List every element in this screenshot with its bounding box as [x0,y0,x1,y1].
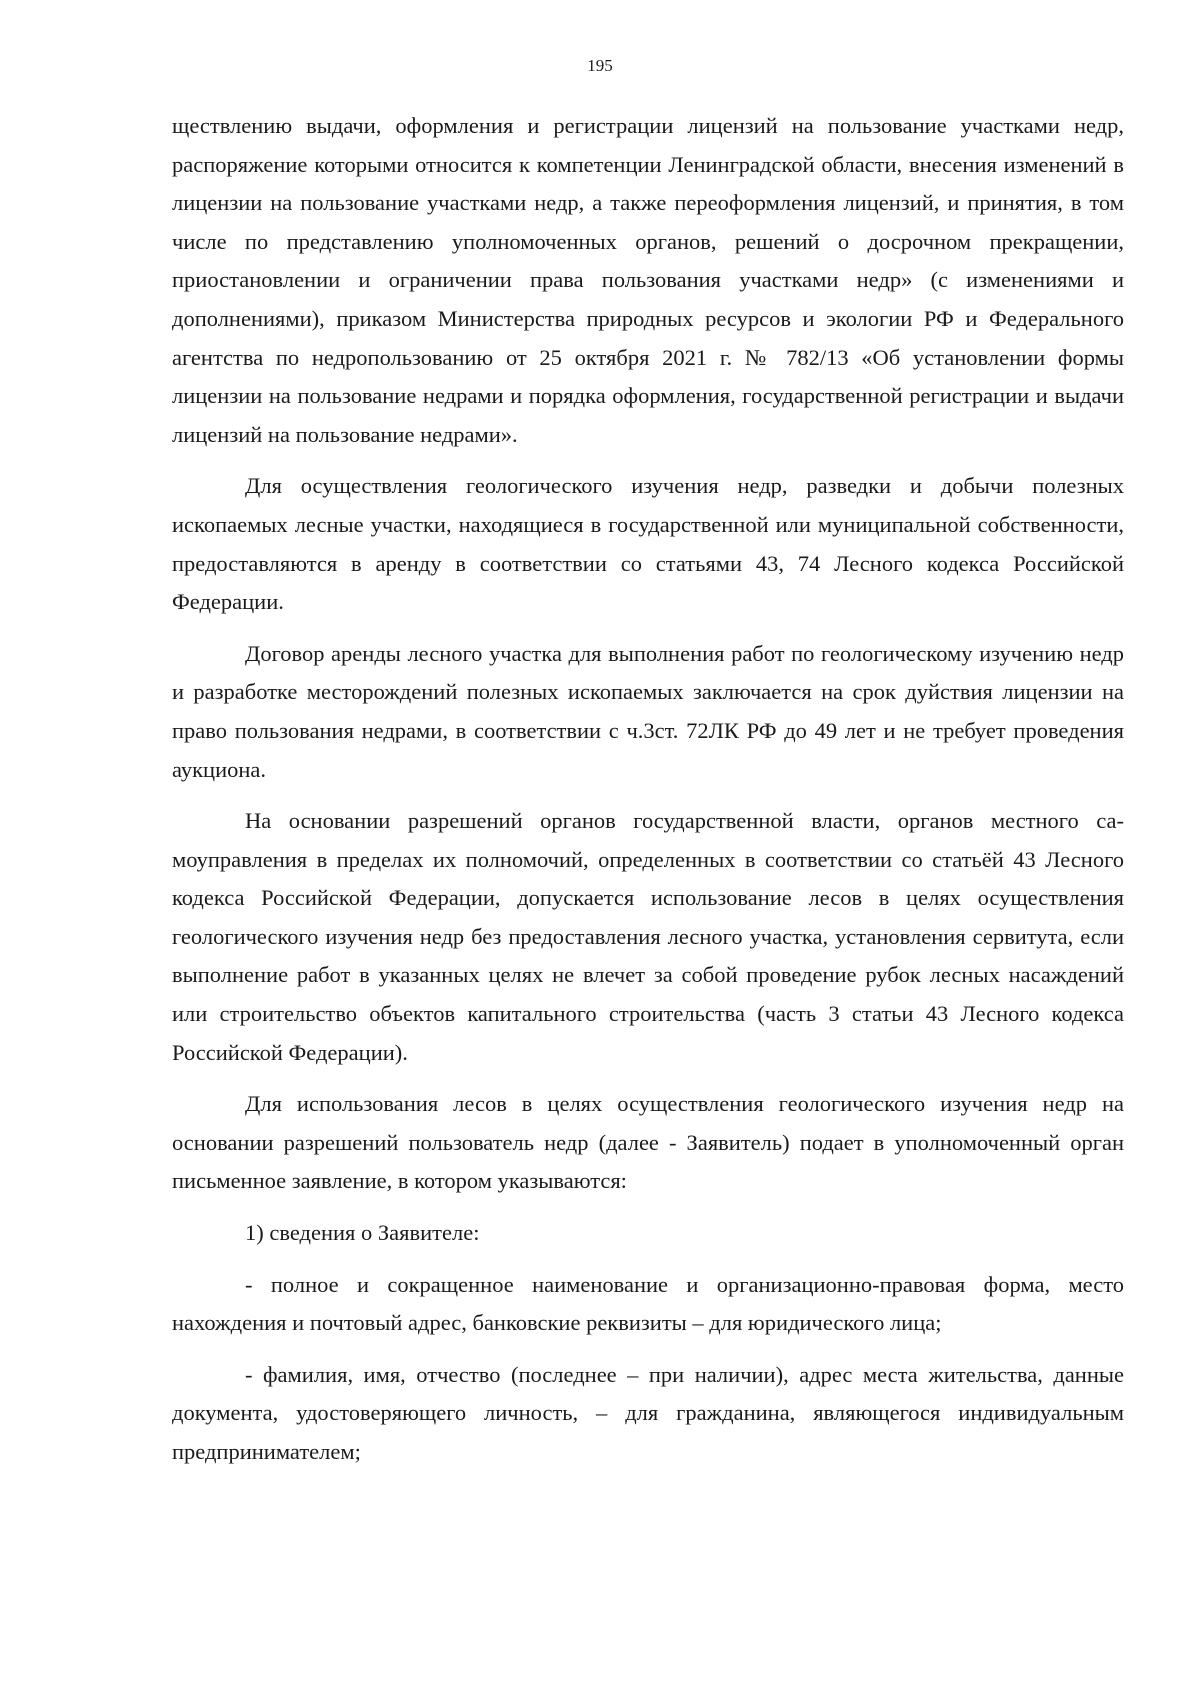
document-body [172,107,1124,1472]
list-item-entrepreneur: - фамилия, имя, отчество (последнее – при наличии), адрес места жительства, данные документа, удостоверяющего личность, – для гражданина, являющегося индивидуальным предпринимателем; [172,1361,1124,1464]
paragraph-forest-lease: Для осуществления геологического изучения недр, разведки и добычи полезных ископаемых лесные участки, находящиеся в государственной или муниципальной собственности, предоставляются в аренду в соответствии со статьями 43, 74 Лесного кодекса Российской Федерации. [172,473,1124,615]
paragraph-application: Для использования лесов в целях осуществления геологического изучения недр на основании разрешений пользователь недр (далее - Заявитель) подает в уполномоченный орган письменное заявление, в котором указываются: [172,1091,1124,1194]
page-number: 195 [587,56,613,75]
paragraph-continuation: ществлению выдачи, оформления и регистрации лицензий на пользование участками недр, распоряжение которыми относится к компетенции Ленинградской области, внесения изменений в лицензии на пользование участками недр, а также переоформления лицензий, и принятия, в том числе по представлению уполномоченных органов, решений о досрочном прекращении, приостановлении и ограничении права пользования участками недр» (с изменениями и дополнениями), приказом Министерства природных ресурсов и экологии РФ и Федерального агентства по недропользованию от 25 октября 2021 г. № 782/13 «Об установлении формы лицензии на пользование недрами и порядка оформления, государственной регистрации и выдачи лицензий на пользование недрами». [172,113,1124,447]
list-item-applicant-info: 1) сведения о Заявителе: [245,1220,480,1246]
list-item-legal-entity: - полное и сокращенное наименование и организационно-правовая форма, место нахождения и почтовый адрес, банковские реквизиты – для юридического лица; [172,1271,1124,1336]
paragraph-authority-permits: На основании разрешений органов государственной власти, органов местного самоуправления в пределах их полномочий, определенных в соответствии со статьёй 43 Лесного кодекса Российской Федерации, допускается использование лесов в целях осуществления геологического изучения недр без предоставления лесного участка, установления сервитута, если выполнение работ в указанных целях не влечет за собой проведение рубок лесных насаждений или строительство объектов капитального строительства (часть 3 статьи 43 Лесного кодекса Российской Федерации). [172,808,1124,1065]
paragraph-lease-agreement: Договор аренды лесного участка для выполнения работ по геологическому изучению недр и разработке месторождений полезных ископаемых заключается на срок дуйствия лицензии на право пользования недрами, в соответствии с ч.3ст. 72ЛК РФ до 49 лет и не требует проведения аукциона. [172,640,1124,782]
